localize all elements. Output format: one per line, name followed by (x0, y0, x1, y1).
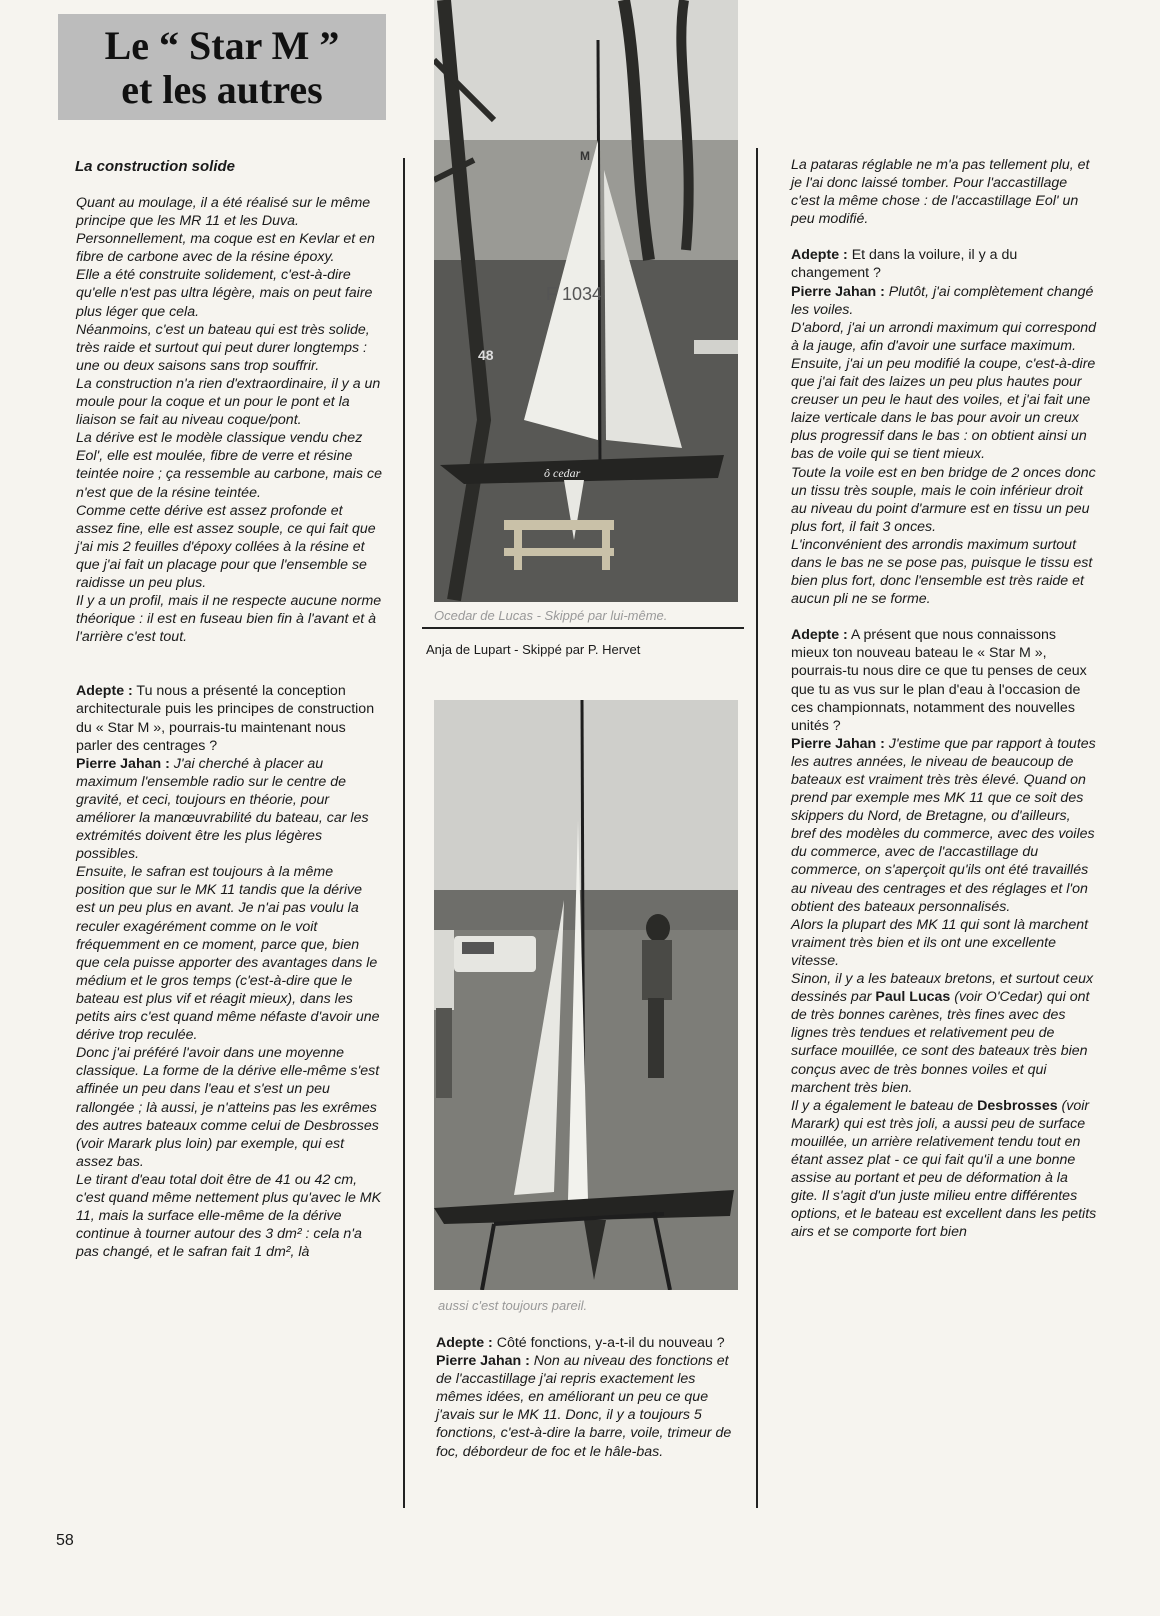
article-title-box (58, 14, 386, 120)
answer-text: Non au niveau des fonctions et de l'accastillage j'ai repris exactement les mêmes idées, en améliorant un peu ce que j'avais sur le MK 11. Donc, il y a toujours 5 fonctions, c'est-à-dire la barre, voile, trimeur de foc, débordeur de foc et le hâle-bas. (436, 1353, 732, 1460)
photo2-caption-faded: aussi c'est toujours pareil. (438, 1298, 588, 1313)
speaker-pierre-jahan: Pierre Jahan : (791, 283, 885, 300)
col3-paragraph: La pataras réglable ne m'a pas tellement plu, et je l'ai donc laissé tomber. Pour l'accastillage c'est la même chose : de l'accastillage Eol' un peu modifié. (791, 157, 1090, 228)
question-text: A présent que nous connaissons mieux ton nouveau bateau le « Star M », pourrais-tu nous dire ce que tu penses de ceux que tu as vus sur le plan d'eau à l'occasion de ces championnats, notamment des nouvelles unités ? (791, 627, 1087, 734)
answer-text: J'estime que par rapport à toutes les autres années, le niveau de beaucoup de bateaux est vraiment très très élevé. Quand on prend par exemple mes MK 11 que ce soit des skippers du Nord, de Bretagne, ou d'ailleurs, bref des modèles du commerce, avec des voiles du commerce, avec de l'accastillage du commerce, on s'aperçoit qu'ils ont été travaillés au niveau des centrages et des réglages et l'on obtient des bateaux personnalisés. (791, 735, 1096, 915)
article-title-line2: et les autres (121, 67, 323, 112)
col3-paragraph (791, 1097, 1097, 1242)
photo1-sail-number: F 1034 (546, 284, 603, 304)
col1-paragraph: Personnellement, ma coque est en Kevlar et en fibre de carbone avec de la résine époxy. (76, 231, 375, 266)
speaker-adepte: Adepte : (436, 1335, 493, 1351)
column-rule-right (756, 148, 758, 1508)
col3-question (791, 626, 1097, 735)
section-heading: La construction solide (75, 158, 236, 175)
page-number: 58 (56, 1532, 74, 1549)
caption-rule (422, 627, 744, 629)
col2-question (436, 1334, 740, 1352)
answer-text: J'ai cherché à placer au maximum l'ensemble radio sur le centre de gravité, et ceci, toujours en théorie, pour améliorer la manœuvrabilité du bateau, car les extrémités doivent être les plus légères possibles. (76, 755, 369, 863)
photo1-mast-mark: M (580, 149, 590, 163)
name-desbrosses: Desbrosses (977, 1097, 1058, 1114)
col1-paragraph: Elle a été construite solidement, c'est-à-dire qu'elle n'est pas ultra légère, mais on peut faire plus léger que cela. (76, 267, 373, 320)
col1-question (76, 682, 382, 754)
col3-answer (791, 283, 1097, 319)
speaker-pierre-jahan: Pierre Jahan : (436, 1353, 530, 1370)
column-rule-left (403, 158, 405, 1508)
article-title-line1: Le “ Star M ” (104, 23, 340, 68)
speaker-adepte: Adepte : (791, 247, 848, 264)
photo1-caption-faded: Ocedar de Lucas - Skippé par lui-même. (434, 608, 668, 623)
photo-yacht-ocedar (434, 0, 738, 602)
column-2 (436, 1334, 740, 1461)
question-text: Et dans la voilure, il y a du changement ? (791, 247, 1018, 282)
column-3 (791, 156, 1097, 1241)
question-text: Tu nous a présenté la conception architecturale puis les principes de construction du « Star M », pourrais-tu maintenant nous parler des centrages ? (76, 683, 375, 754)
col3-paragraph: Alors la plupart des MK 11 qui sont là marchent vraiment très bien et ils ont une excellente vitesse. (791, 916, 1089, 969)
photo-yacht-anja (434, 700, 738, 1290)
col3-paragraph: L'inconvénient des arrondis maximum surtout dans le bas ne se pose pas, puisque le tissu est bien plus fort, donc l'ensemble est très raide et aucun pli ne se forme. (791, 536, 1093, 608)
col1-paragraph: Donc j'ai préféré l'avoir dans une moyenne classique. La forme de la dérive elle-même s'est affinée un peu dans l'eau et s'est un peu rallongée ; là aussi, je n'atteins pas les exrêmes des autres bateaux comme celui de Desbrosses (voir Marark plus loin) par exemple, qui est assez bas. (76, 1045, 380, 1170)
speaker-adepte: Adepte : (76, 683, 133, 700)
speaker-pierre-jahan: Pierre Jahan : (791, 735, 885, 752)
col3-question (791, 246, 1097, 282)
photo1-other-number: 48 (478, 347, 494, 363)
photo1-caption: Anja de Lupart - Skippé par P. Hervet (426, 642, 641, 657)
text-run: (voir Marark) qui est très joli, a aussi peu de surface mouillée, un arrière relativement tendu tout en étant assez plat - ce qui fait qu'il a une bonne assise au portant et peu de déformation à la gite. Il s'agit d'un juste milieu entre différentes options, et le bateau est excellent dans les petits airs et se comporte fort bien (791, 1097, 1097, 1241)
col1-paragraph: Quant au moulage, il a été réalisé sur le même principe que les MR 11 et les Duva. (76, 195, 371, 230)
col1-paragraph: Néanmoins, c'est un bateau qui est très solide, très raide et surtout qui peut durer longtemps : une ou deux saisons sans trop souffrir. (76, 321, 370, 374)
col1-paragraph: La dérive est le modèle classique vendu chez Eol', elle est moulée, fibre de verre et résine teintée noire ; ça ressemble au carbone, mais ce n'est que de la résine teintée. (76, 430, 382, 501)
col3-answer (791, 735, 1097, 916)
col1-paragraph: Il y a un profil, mais il ne respecte aucune norme théorique : il est en fuseau bien fin à l'avant et à l'arrière c'est tout. (76, 593, 382, 646)
col3-paragraph: Toute la voile est en ben bridge de 2 onces donc un tissu très souple, mais le coin inférieur droit au niveau du point d'armure est en tissu un peu plus fort, il fait 3 onces. (791, 464, 1096, 535)
answer-text: Plutôt, j'ai complètement changé les voiles. (791, 283, 1094, 318)
photo-yacht-ocedar-drawing (434, 0, 738, 602)
name-paul-lucas: Paul Lucas (875, 989, 951, 1006)
text-run: Il y a également le bateau de (791, 1097, 978, 1114)
col3-paragraph: D'abord, j'ai un arrondi maximum qui correspond à la jauge, afin d'avoir une surface maximum. Ensuite, j'ai un peu modifié la coupe, c'est-à-dire que j'ai fait des laizes un peu plus hautes pour creuser un peu le haut des voiles, et j'ai fait une laize verticale dans le bas pour avoir un creux plus progressif dans le bas : on obtient ainsi un bas de voile qui se tient mieux. (791, 319, 1097, 463)
speaker-adepte: Adepte : (791, 627, 848, 644)
photo1-hull-name: ô cedar (544, 466, 581, 480)
col1-paragraph: Comme cette dérive est assez profonde et assez fine, elle est assez souple, ce qui fait que j'ai mis 2 feuilles d'époxy collées à la résine et que j'ai fait un placage pour que l'ensemble se raidisse un peu plus. (76, 502, 376, 591)
photo-yacht-anja-drawing (434, 700, 738, 1290)
text-run: (voir O'Cedar) qui ont de très bonnes carènes, très fines avec des lignes très tendues et relativement peu de surface mouillée, ce sont des bateaux très bien conçus avec de très bonnes voiles et qui marchent très bien. (791, 989, 1090, 1096)
question-text: Côté fonctions, y-a-t-il du nouveau ? (492, 1335, 725, 1351)
col3-paragraph (791, 970, 1097, 1097)
col2-answer (436, 1352, 740, 1461)
col1-paragraph: Le tirant d'eau total doit être de 41 ou 42 cm, c'est quand même nettement plus qu'avec le MK 11, mais la surface elle-même de la dérive continue à tourner autour des 3 dm² : cela n'a pas changé, et le safran fait 1 dm², là (76, 1171, 382, 1261)
column-1 (76, 194, 382, 1261)
text-run: Sinon, il y a les bateaux bretons, et surtout ceux dessinés par (791, 971, 1094, 1006)
col1-paragraph: La construction n'a rien d'extraordinaire, il y a un moule pour la coque et un pour le pont et la liaison se fait au niveau coque/pont. (76, 375, 381, 429)
col1-paragraph: Ensuite, le safran est toujours à la même position que sur le MK 11 tandis que la dérive est un peu plus en avant. Je n'ai pas voulu la reculer exagérément comme on le voit fréquemment en ce moment, parce que, bien que cela puisse apporter des avantages dans le médium et le gros temps (c'est-à-dire que le bateau est plus vif et réagit mieux), dans les petits airs c'est quand même néfaste d'avoir une dérive trop reculée. (76, 864, 380, 1044)
speaker-pierre-jahan: Pierre Jahan : (76, 755, 170, 772)
col1-answer (76, 755, 382, 864)
